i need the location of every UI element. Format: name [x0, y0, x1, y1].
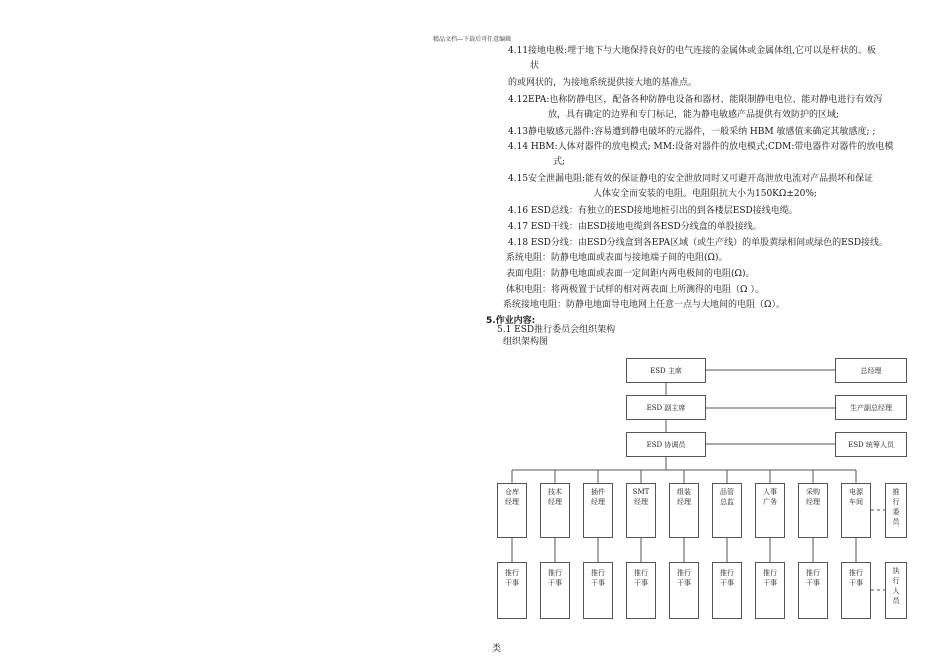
dept-box: [712, 483, 742, 538]
dept-box: [669, 483, 699, 538]
text-line: 式;: [553, 157, 566, 167]
executor-label: 执行人员: [892, 567, 900, 605]
officer-box: [755, 562, 785, 619]
dept-box: [497, 483, 527, 538]
text-line: 4.12EPA:也称防静电区，配备各种防静电设备和器材、能限制静电电位、能对静电进行有效泻: [508, 95, 883, 105]
dept-label: 人事广务: [763, 488, 777, 506]
text-line: 4.13静电敏感元器件:容易遭到静电破坏的元器件，一般采纳 HBM 敏感值来确定其敏感度; ;: [508, 127, 876, 137]
officer-label: 推行干事: [505, 569, 519, 587]
dept-label: 仓库经理: [505, 488, 519, 506]
page-header: 精品文档---下载后可任意编辑: [433, 36, 512, 43]
committee-box: [885, 483, 907, 538]
officer-label: 推行干事: [849, 569, 863, 587]
text-line: 的或网状的，为接地系统提供接大地的基准点。: [508, 78, 698, 88]
page-footer: 类: [492, 644, 502, 654]
officer-box: [712, 562, 742, 619]
officer-label: 推行干事: [720, 569, 734, 587]
dept-label: 品管总监: [720, 488, 734, 506]
officer-label: 推行干事: [591, 569, 605, 587]
dept-label: 电源车间: [849, 488, 863, 506]
text-line: 放，具有确定的边界和专门标记，能为静电敏感产品提供有效防护的区域;: [548, 110, 840, 120]
text-line: 体积电阻：将两极置于试样的相对两表面上所测得的电阻（Ω ）。: [506, 285, 764, 295]
subsection-title: 5.1 ESD推行委员会组织架构: [497, 325, 616, 335]
dept-box: [626, 483, 656, 538]
executor-box: [885, 562, 907, 619]
text-line: 4.18 ESD分线：由ESD分线盒到各EPA区域（或生产线）的单股黄绿相间或绿色的ESD接线。: [508, 238, 889, 248]
officer-box: [497, 562, 527, 619]
dept-box: [540, 483, 570, 538]
text-line: 表面电阻：防静电地面或表面一定间距内两电极间的电阻(Ω)。: [506, 269, 755, 279]
text-line: 系统接地电阻：防静电地面导电地网上任意一点与大地间的电阻（Ω）。: [503, 300, 785, 310]
text-line: 4.14 HBM:人体对器件的放电模式; MM:设备对器件的放电模式;CDM:带电器件对器件的放电模: [508, 142, 894, 152]
dept-box: [841, 483, 871, 538]
officer-box: [669, 562, 699, 619]
committee-label: 推行委员: [892, 488, 900, 526]
general-manager-box: 总经理: [835, 358, 907, 383]
section-title: 5.作业内容:: [486, 316, 536, 326]
deputy-gm-box: 生产副总经理: [835, 395, 907, 420]
officer-box: [626, 562, 656, 619]
dept-label: 插件经理: [591, 488, 605, 506]
text-line: 人体安全而安装的电阻。电阻阻抗大小为150KΩ±20%;: [593, 189, 817, 199]
officer-label: 推行干事: [548, 569, 562, 587]
officer-label: 推行干事: [677, 569, 691, 587]
dept-label: SMT 经理: [632, 488, 650, 506]
esd-staff-box: ESD 统筹人员: [835, 432, 907, 457]
dept-label: 采购经理: [806, 488, 820, 506]
text-line: 系统电阻：防静电地面或表面与接地端子间的电阻(Ω)。: [506, 253, 728, 263]
officer-box: [583, 562, 613, 619]
chart-caption: 组织架构图: [503, 337, 549, 347]
esd-vice-chair-box: ESD 副主席: [626, 395, 706, 420]
text-line: 4.11接地电极:埋于地下与大地保持良好的电气连接的金属体或金属体组,它可以是杆状的、板: [508, 46, 876, 56]
officer-label: 推行干事: [806, 569, 820, 587]
dept-box: [755, 483, 785, 538]
dept-box: [798, 483, 828, 538]
text-line: 4.15安全泄漏电阻:能有效的保证静电的安全泄放同时又可避开高泄放电流对产品损坏和保证: [508, 174, 874, 184]
esd-chair-box: ESD 主席: [626, 358, 706, 383]
text-line: 状: [530, 61, 540, 71]
text-line: 4.17 ESD干线：由ESD接地电缆到各ESD分线盒的单股接线。: [508, 222, 762, 232]
officer-label: 推行干事: [763, 569, 777, 587]
dept-label: 组装经理: [677, 488, 691, 506]
esd-coordinator-box: ESD 协调员: [626, 432, 706, 457]
officer-box: [540, 562, 570, 619]
officer-label: 推行干事: [634, 569, 648, 587]
dept-box: [583, 483, 613, 538]
officer-box: [841, 562, 871, 619]
dept-label: 技术经理: [548, 488, 562, 506]
text-line: 4.16 ESD总线：有独立的ESD接地地桩引出的到各楼层ESD接线电缆。: [508, 206, 798, 216]
officer-box: [798, 562, 828, 619]
